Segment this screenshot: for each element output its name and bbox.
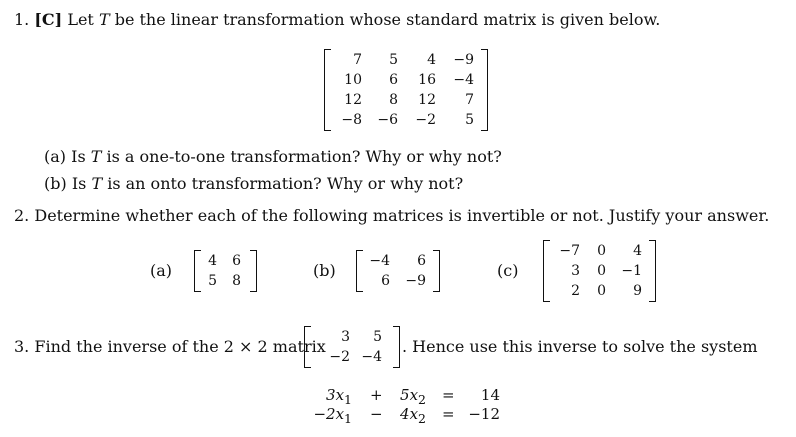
q3-eq1-lhs1: $3x_1$ bbox=[326, 386, 352, 407]
q2-c-matrix bbox=[543, 240, 656, 302]
q2-a-matrix bbox=[194, 250, 257, 292]
q2b-m-0-1: 6 bbox=[417, 253, 426, 269]
q2a-m-1-1: 8 bbox=[232, 273, 241, 289]
q3-eq2-lhs2: $4x_2$ bbox=[400, 405, 426, 426]
q2c-m-2-2: 9 bbox=[633, 283, 642, 299]
q1-m-2-0: 12 bbox=[344, 92, 362, 108]
q1-var-t: T bbox=[98, 10, 110, 29]
q2-number: 2. bbox=[14, 206, 30, 225]
q3-number: 3. bbox=[14, 337, 30, 356]
q2a-m-0-0: 4 bbox=[208, 253, 217, 269]
q3-eq2-lhs1: $-2x_1$ bbox=[313, 405, 352, 426]
q1-m-0-2: 4 bbox=[427, 52, 436, 68]
q1-b-pre: Is bbox=[71, 174, 92, 193]
q2-a-label: (a) bbox=[150, 261, 173, 280]
q2-b-label: (b) bbox=[313, 261, 336, 280]
q1-m-0-3: −9 bbox=[453, 52, 474, 68]
q1-line bbox=[14, 10, 660, 30]
q2-text: Determine whether each of the following matrices is invertible or not. Justify your answer. bbox=[34, 206, 770, 225]
q1-a-label: (a) bbox=[44, 147, 67, 166]
q3-eq1-eq: = bbox=[442, 386, 455, 404]
q1-m-0-0: 7 bbox=[353, 52, 362, 68]
q1-m-3-3: 5 bbox=[465, 112, 474, 128]
q1-m-2-3: 7 bbox=[465, 92, 474, 108]
q1-matrix bbox=[324, 49, 488, 131]
bracket-left bbox=[324, 49, 331, 131]
q3-matrix bbox=[304, 326, 400, 368]
q1-b-var-t: T bbox=[91, 174, 103, 193]
q1-text-pre: Let bbox=[67, 10, 99, 29]
q2c-m-1-1: 0 bbox=[597, 263, 606, 279]
q1-b-label: (b) bbox=[44, 174, 67, 193]
q2c-m-1-0: 3 bbox=[571, 263, 580, 279]
q3-line-start bbox=[14, 337, 326, 357]
q1-part-a bbox=[44, 147, 502, 167]
q3-m-0-1: 5 bbox=[373, 329, 382, 345]
bracket-right bbox=[481, 49, 488, 131]
q3-eq1-lhs2: $5x_2$ bbox=[400, 386, 426, 407]
q1-a-post: is a one-to-one transformation? Why or why not? bbox=[101, 147, 502, 166]
q3-eq2-rhs: −12 bbox=[468, 405, 500, 423]
q2a-m-0-1: 6 bbox=[232, 253, 241, 269]
q2c-m-0-2: 4 bbox=[633, 243, 642, 259]
q3-text-post: . Hence use this inverse to solve the system bbox=[402, 337, 758, 356]
q2c-m-0-0: −7 bbox=[559, 243, 580, 259]
q3-m-1-1: −4 bbox=[361, 349, 382, 365]
q1-m-2-1: 8 bbox=[389, 92, 398, 108]
q1-m-3-1: −6 bbox=[377, 112, 398, 128]
q1-m-2-2: 12 bbox=[418, 92, 436, 108]
q1-m-1-3: −4 bbox=[453, 72, 474, 88]
q1-m-3-2: −2 bbox=[415, 112, 436, 128]
q2-line bbox=[14, 206, 769, 226]
q2-c-label: (c) bbox=[497, 261, 519, 280]
q2c-m-1-2: −1 bbox=[621, 263, 642, 279]
q3-eq1-op: + bbox=[370, 386, 383, 404]
q1-m-1-0: 10 bbox=[344, 72, 362, 88]
q1-m-0-1: 5 bbox=[389, 52, 398, 68]
q2b-m-1-1: −9 bbox=[405, 273, 426, 289]
q3-eq2-eq: = bbox=[442, 405, 455, 423]
q2b-m-0-0: −4 bbox=[369, 253, 390, 269]
q2a-m-1-0: 5 bbox=[208, 273, 217, 289]
q1-part-b bbox=[44, 174, 463, 194]
q1-text-post: be the linear transformation whose standard matrix is given below. bbox=[109, 10, 661, 29]
q2-b-matrix bbox=[356, 250, 440, 292]
q1-m-1-2: 16 bbox=[418, 72, 436, 88]
q3-m-0-0: 3 bbox=[341, 329, 350, 345]
q1-m-1-1: 6 bbox=[389, 72, 398, 88]
q3-eq2-op: − bbox=[370, 405, 383, 423]
q3-eq1-rhs: 14 bbox=[480, 386, 500, 404]
q3-m-1-0: −2 bbox=[329, 349, 350, 365]
q2c-m-2-1: 0 bbox=[597, 283, 606, 299]
q1-m-3-0: −8 bbox=[341, 112, 362, 128]
q2c-m-2-0: 2 bbox=[571, 283, 580, 299]
q1-number: 1. bbox=[14, 10, 30, 29]
q1-b-post: is an onto transformation? Why or why not? bbox=[102, 174, 464, 193]
q1-a-var-t: T bbox=[90, 147, 102, 166]
q2b-m-1-0: 6 bbox=[381, 273, 390, 289]
q2c-m-0-1: 0 bbox=[597, 243, 606, 259]
q1-a-pre: Is bbox=[71, 147, 91, 166]
q1-tag: [C] bbox=[34, 10, 63, 29]
q3-text-pre: Find the inverse of the 2 × 2 matrix bbox=[34, 337, 326, 356]
